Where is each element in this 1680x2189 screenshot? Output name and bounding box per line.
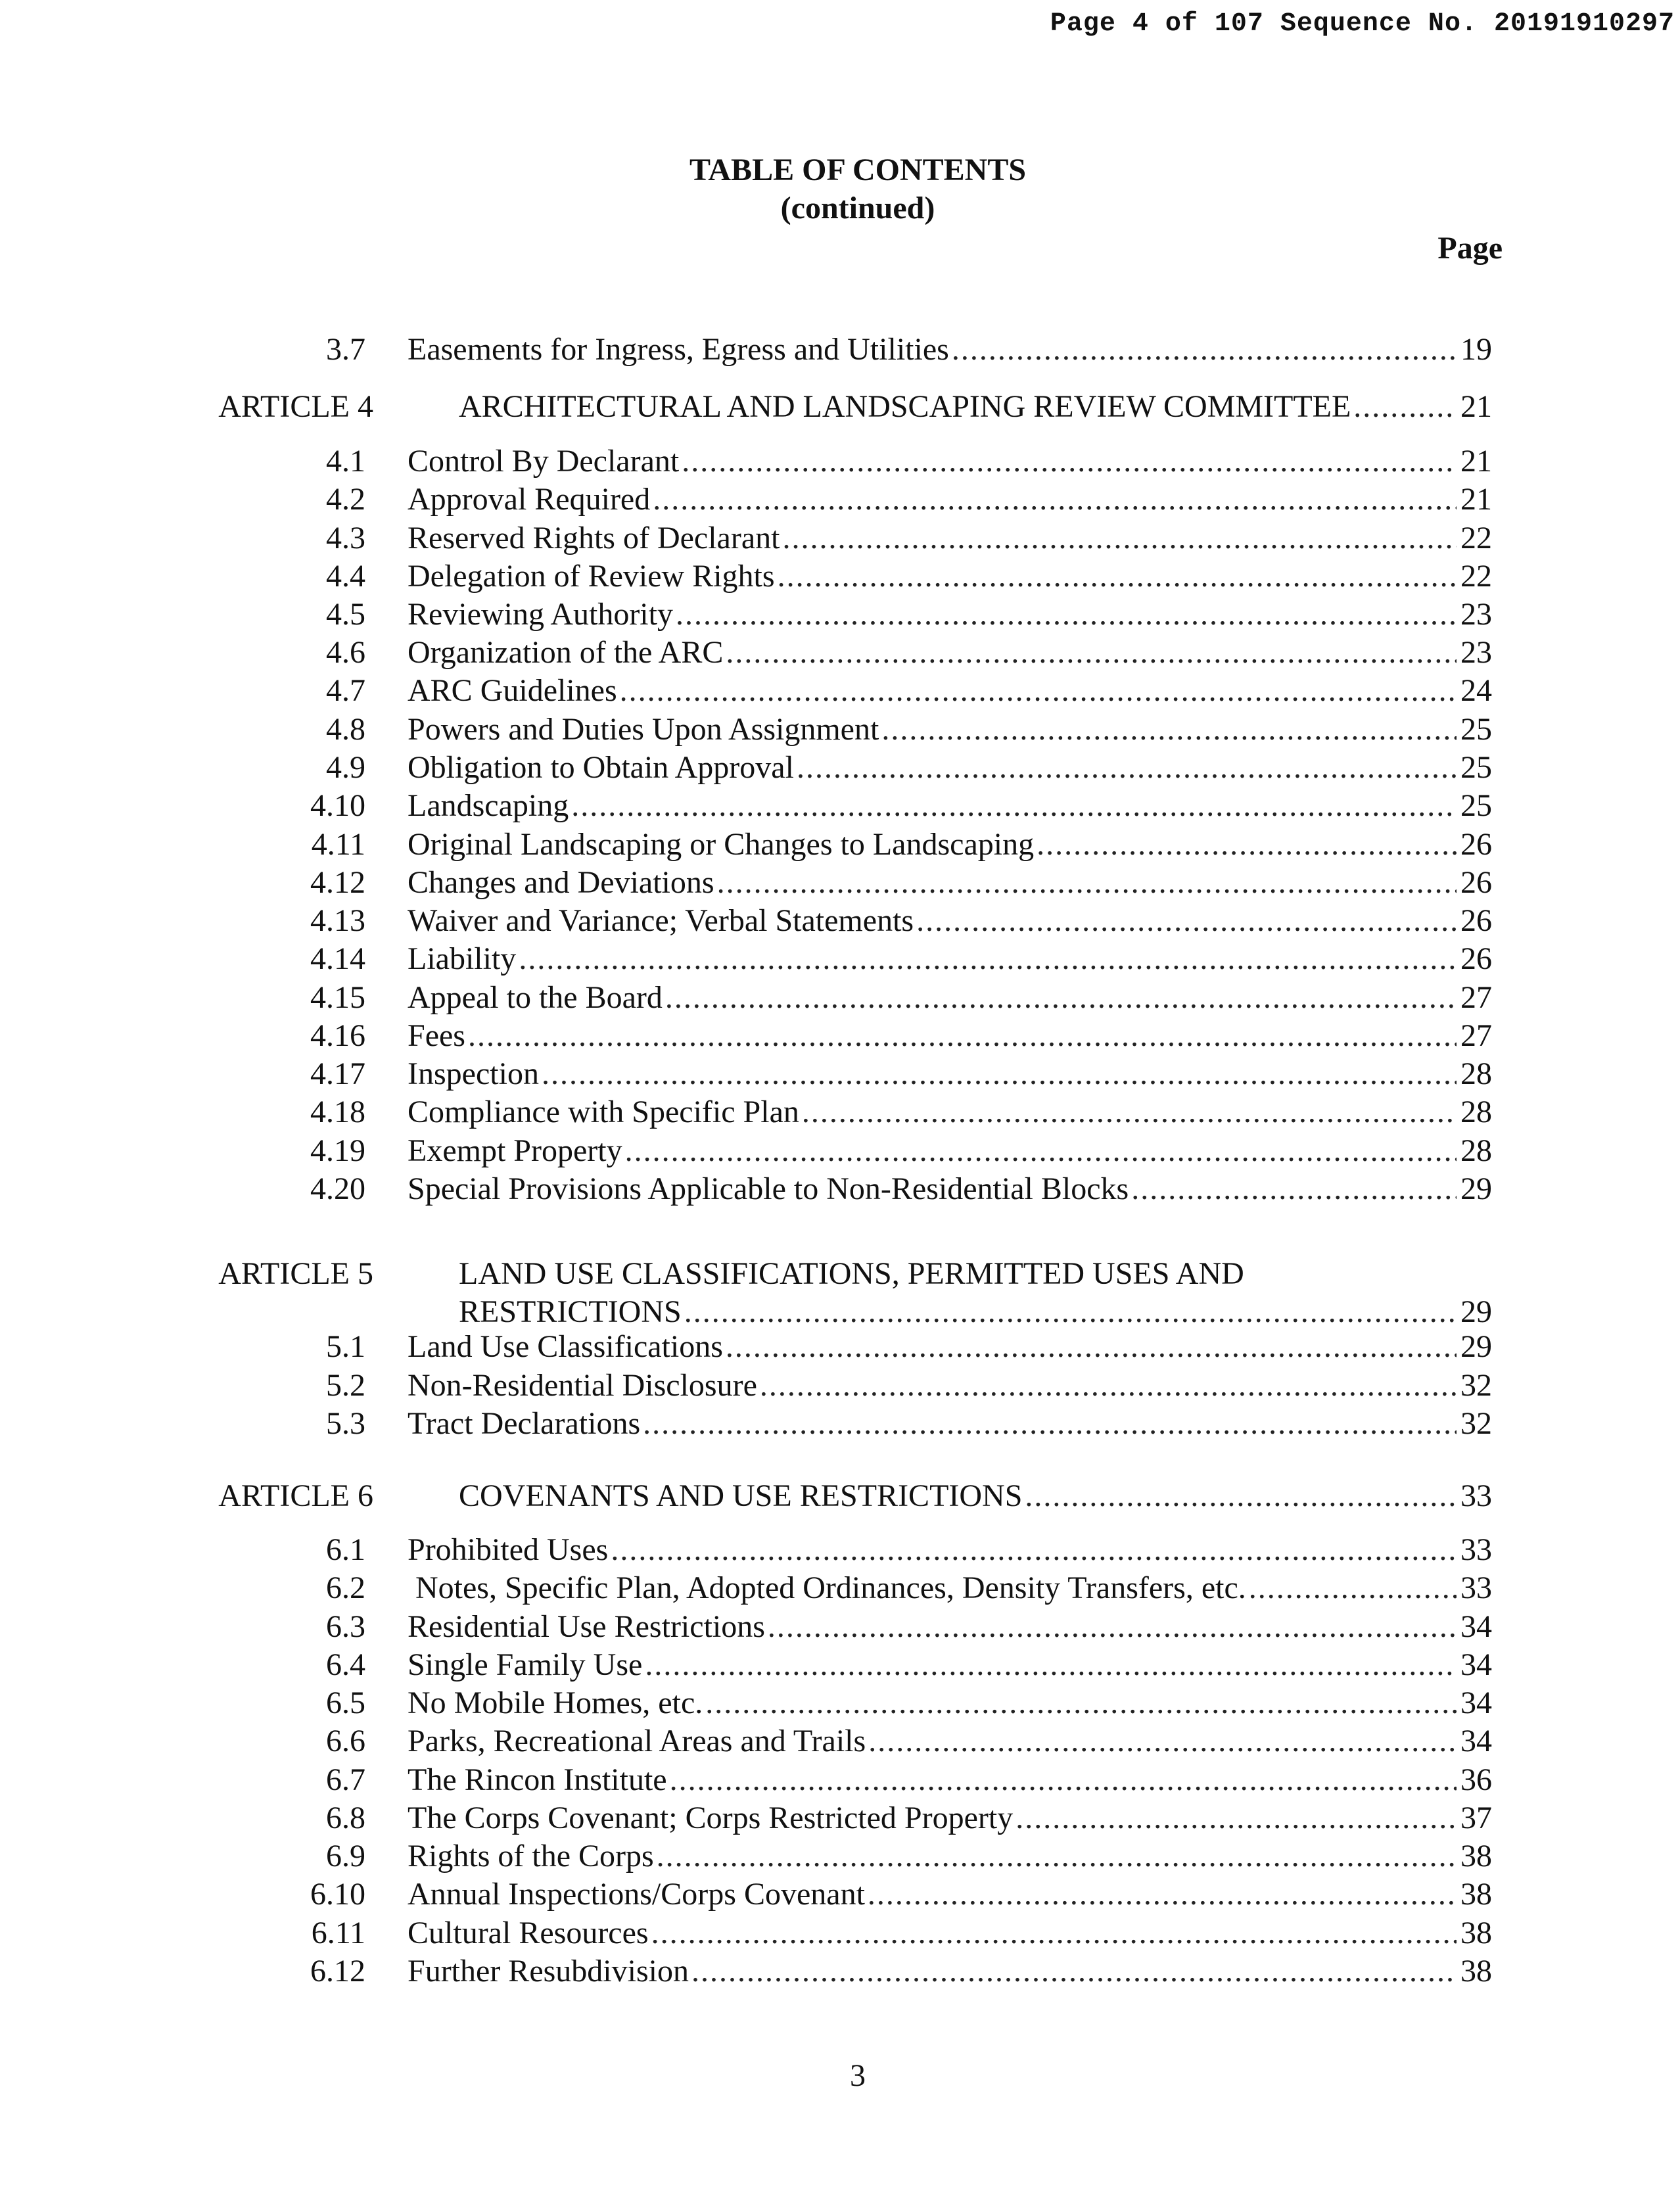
toc-page-number: 26 [1460,941,1492,976]
toc-article-number: ARTICLE 4 [218,389,373,424]
toc-entry [408,1952,1492,1990]
toc-section-row [0,826,1680,864]
toc-page-number: 29 [1460,1171,1492,1206]
toc-section-title: The Corps Covenant; Corps Restricted Property [408,1801,1014,1835]
toc-section-number: 4.20 [310,1171,365,1206]
toc-page-number: 21 [1460,482,1492,517]
toc-section-row [0,1328,1680,1366]
toc-section-title: Prohibited Uses [408,1532,609,1567]
dot-leader [1037,826,1457,864]
toc-section-number: 4.8 [326,712,365,747]
toc-section-title: No Mobile Homes, etc. [408,1685,703,1720]
dot-leader [1025,1477,1457,1515]
toc-page-number: 38 [1460,1954,1492,1989]
toc-section-row [0,1875,1680,1914]
dot-leader [797,749,1457,787]
dot-leader [1131,1170,1457,1208]
toc-section-row [0,979,1680,1017]
toc-section-number: 6.4 [326,1647,365,1682]
toc-section-title: Original Landscaping or Changes to Landscaping [408,827,1035,862]
toc-page-number: 36 [1460,1762,1492,1797]
toc-section-number: 6.12 [310,1954,365,1989]
toc-section-row [0,672,1680,710]
toc-section-row [0,1952,1680,1990]
toc-article-row [0,1477,1680,1515]
toc-page-number: 32 [1460,1406,1492,1441]
toc-entry [408,1608,1492,1646]
toc-section-row [0,1569,1680,1607]
toc-section-row [0,1646,1680,1684]
toc-article-title: COVENANTS AND USE RESTRICTIONS [459,1478,1023,1513]
dot-leader [881,711,1457,749]
toc-section-title: Fees [408,1018,465,1053]
toc-section-number: 5.1 [326,1329,365,1364]
dot-leader [645,1646,1457,1684]
toc-section-number: 5.3 [326,1406,365,1441]
dot-leader [651,1914,1457,1952]
toc-entry [408,749,1492,787]
toc-entry [408,634,1492,672]
dot-leader [611,1531,1457,1569]
toc-page-number: 29 [1460,1329,1492,1364]
toc-section-row [0,1367,1680,1405]
toc-section-number: 4.9 [326,750,365,785]
toc-section-row [0,1093,1680,1131]
toc-section-row [0,711,1680,749]
dot-leader [468,1017,1457,1055]
toc-section-number: 4.19 [310,1133,365,1168]
toc-section-title: Annual Inspections/Corps Covenant [408,1877,865,1912]
dot-leader [726,1328,1457,1366]
toc-page-number: 21 [1460,444,1492,479]
toc-entry [408,864,1492,902]
toc-section-number: 6.3 [326,1609,365,1644]
toc-entry [408,557,1492,596]
toc-page-number: 33 [1460,1532,1492,1567]
toc-section-number: 4.13 [310,903,365,938]
dot-leader [778,557,1457,596]
toc-section-title: Non-Residential Disclosure [408,1368,757,1403]
toc-section-row [0,749,1680,787]
toc-page-number: 32 [1460,1368,1492,1403]
toc-page-number: 34 [1460,1609,1492,1644]
toc-entry [408,1684,1492,1722]
dot-leader [682,442,1457,481]
toc-section-title: Single Family Use [408,1647,643,1682]
toc-page-number: 19 [1460,332,1492,367]
toc-section-title: Land Use Classifications [408,1329,723,1364]
toc-page-number: 34 [1460,1685,1492,1720]
toc-entry [408,787,1492,825]
toc-entry [408,481,1492,519]
toc-page-number: 22 [1460,521,1492,555]
toc-section-number: 4.4 [326,559,365,594]
toc-section-title: Inspection [408,1056,539,1091]
toc-page-number: 27 [1460,1018,1492,1053]
toc-entry [408,1531,1492,1569]
toc-page-number: 23 [1460,635,1492,670]
toc-section-number: 4.1 [326,444,365,479]
toc-page-number: 25 [1460,788,1492,823]
dot-leader [768,1608,1457,1646]
toc-page-number: 27 [1460,980,1492,1015]
toc-entry [408,672,1492,710]
dot-leader [542,1055,1457,1093]
toc-page-number: 34 [1460,1724,1492,1758]
toc-section-row [0,596,1680,634]
dot-leader [625,1132,1457,1170]
toc-entry [408,596,1492,634]
toc-page-number: 38 [1460,1839,1492,1873]
toc-section-title: Residential Use Restrictions [408,1609,765,1644]
toc-entry [408,331,1492,369]
toc-article-row [0,1256,1680,1331]
toc-section-number: 4.18 [310,1094,365,1129]
toc-section-title: Liability [408,941,517,976]
toc-page-number: 34 [1460,1647,1492,1682]
toc-section-row [0,1761,1680,1799]
toc-section-title: Control By Declarant [408,444,680,479]
dot-leader [653,481,1457,519]
toc-entry [408,1170,1492,1208]
toc-page-number: 22 [1460,559,1492,594]
toc-entry [408,1569,1492,1607]
toc-page-number: 28 [1460,1056,1492,1091]
dot-leader [916,902,1457,940]
toc-page-number: 25 [1460,750,1492,785]
dot-leader [620,672,1457,710]
toc-section-row [0,331,1680,369]
dot-leader [1249,1569,1457,1607]
toc-section-row [0,787,1680,825]
toc-section-title: Powers and Duties Upon Assignment [408,712,879,747]
toc-section-title: Reviewing Authority [408,597,673,632]
toc-page-number: 26 [1460,903,1492,938]
dot-leader [676,596,1457,634]
toc-section-number: 6.2 [326,1570,365,1605]
dot-leader [1015,1799,1457,1837]
toc-entry [408,826,1492,864]
dot-leader [1353,388,1457,426]
toc-section-row [0,634,1680,672]
toc-section-row [0,864,1680,902]
toc-section-title: Obligation to Obtain Approval [408,750,794,785]
toc-section-number: 4.14 [310,941,365,976]
toc-entry [408,1405,1492,1443]
toc-entry [408,1328,1492,1366]
toc-section-title: Parks, Recreational Areas and Trails [408,1724,866,1758]
toc-section-title: Waiver and Variance; Verbal Statements [408,903,914,938]
dot-leader [760,1367,1457,1405]
toc-entry [408,442,1492,481]
toc-article-row [0,388,1680,426]
toc-entry [408,902,1492,940]
toc-section-number: 5.2 [326,1368,365,1403]
toc-entry [459,388,1492,426]
toc-page-number: 24 [1460,673,1492,708]
toc-section-number: 6.7 [326,1762,365,1797]
toc-article-number: ARTICLE 6 [218,1478,373,1513]
toc-page-number: 23 [1460,597,1492,632]
toc-section-number: 4.5 [326,597,365,632]
toc-page-number: 33 [1460,1478,1492,1513]
toc-section-title: The Rincon Institute [408,1762,667,1797]
toc-section-row [0,940,1680,978]
toc-entry [408,1646,1492,1684]
toc-article-number: ARTICLE 5 [218,1256,373,1291]
dot-leader [868,1722,1457,1760]
toc-page-number: 29 [1460,1294,1492,1329]
dot-leader [519,940,1457,978]
dot-leader [691,1952,1457,1990]
toc-section-number: 3.7 [326,332,365,367]
toc-section-number: 6.10 [310,1877,365,1912]
toc-section-number: 4.16 [310,1018,365,1053]
toc-section-row [0,1837,1680,1875]
dot-leader [802,1093,1457,1131]
toc-page-number: 38 [1460,1877,1492,1912]
toc-section-row [0,1722,1680,1760]
toc-section-number: 6.5 [326,1685,365,1720]
toc-section-row [0,902,1680,940]
toc-section-row [0,1799,1680,1837]
toc-article-title-line1: LAND USE CLASSIFICATIONS, PERMITTED USES AND [459,1256,1244,1291]
toc-page-number: 26 [1460,865,1492,900]
toc-section-row [0,442,1680,481]
toc-section-title: Compliance with Specific Plan [408,1094,799,1129]
toc-section-row [0,1608,1680,1646]
footer-page-number: 3 [850,2058,866,2093]
toc-section-row [0,1914,1680,1952]
dot-leader [684,1293,1457,1331]
toc-entry [408,1367,1492,1405]
toc-section-number: 4.6 [326,635,365,670]
toc-section-number: 4.15 [310,980,365,1015]
dot-leader [782,519,1457,557]
toc-section-row [0,557,1680,596]
page-column-label: Page [1437,231,1503,266]
toc-section-title: Further Resubdivision [408,1954,689,1989]
toc-entry [408,1722,1492,1760]
toc-page-number: 28 [1460,1133,1492,1168]
toc-entry [408,1093,1492,1131]
toc-entry [408,940,1492,978]
toc-section-title: ARC Guidelines [408,673,617,708]
toc-section-row [0,1017,1680,1055]
toc-section-number: 6.1 [326,1532,365,1567]
toc-section-row [0,481,1680,519]
dot-leader [868,1875,1457,1914]
toc-section-number: 6.9 [326,1839,365,1873]
toc-section-row [0,1055,1680,1093]
dot-leader [717,864,1457,902]
toc-section-row [0,1405,1680,1443]
toc-entry [459,1293,1492,1331]
toc-page-number: 21 [1460,389,1492,424]
toc-section-number: 4.10 [310,788,365,823]
dot-leader [726,634,1457,672]
toc-title-line2: (continued) [780,191,935,225]
page-sequence-stamp: Page 4 of 107 Sequence No. 20191910297 [1050,9,1675,39]
toc-section-number: 4.17 [310,1056,365,1091]
dot-leader [670,1761,1457,1799]
toc-section-number: 4.2 [326,482,365,517]
toc-section-title: Approval Required [408,482,651,517]
toc-article-title: ARCHITECTURAL AND LANDSCAPING REVIEW COMMITTEE [459,389,1351,424]
toc-section-title: Landscaping [408,788,569,823]
toc-section-number: 6.6 [326,1724,365,1758]
toc-section-title: Reserved Rights of Declarant [408,521,780,555]
dot-leader [657,1837,1457,1875]
toc-entry [408,979,1492,1017]
toc-section-title: Rights of the Corps [408,1839,654,1873]
toc-page-number: 38 [1460,1916,1492,1950]
toc-section-title: Exempt Property [408,1133,622,1168]
toc-entry [408,1875,1492,1914]
toc-section-row [0,1170,1680,1208]
toc-entry [408,519,1492,557]
toc-entry [408,1017,1492,1055]
toc-section-number: 4.12 [310,865,365,900]
dot-leader [952,331,1457,369]
toc-article-title: RESTRICTIONS [459,1294,682,1329]
toc-section-number: 4.7 [326,673,365,708]
toc-entry [408,1799,1492,1837]
toc-page-number: 37 [1460,1801,1492,1835]
toc-entry [408,1914,1492,1952]
dot-leader [643,1405,1457,1443]
dot-leader [571,787,1457,825]
toc-section-title: Notes, Specific Plan, Adopted Ordinances, Density Transfers, etc. [408,1570,1246,1605]
toc-page-number: 26 [1460,827,1492,862]
toc-section-title: Changes and Deviations [408,865,714,900]
toc-section-row [0,1684,1680,1722]
toc-title-line1: TABLE OF CONTENTS [689,153,1027,187]
toc-section-number: 4.3 [326,521,365,555]
toc-entry [408,1837,1492,1875]
toc-entry [408,711,1492,749]
dot-leader [705,1684,1457,1722]
toc-entry [408,1132,1492,1170]
toc-section-row [0,1531,1680,1569]
toc-section-title: Tract Declarations [408,1406,641,1441]
toc-entry [408,1761,1492,1799]
toc-section-title: Easements for Ingress, Egress and Utilities [408,332,949,367]
toc-section-title: Special Provisions Applicable to Non-Residential Blocks [408,1171,1129,1206]
toc-entry [408,1055,1492,1093]
toc-section-title: Organization of the ARC [408,635,724,670]
toc-section-number: 4.11 [311,827,365,862]
toc-section-title: Cultural Resources [408,1916,649,1950]
toc-section-number: 6.11 [311,1916,365,1950]
toc-section-row [0,519,1680,557]
toc-section-number: 6.8 [326,1801,365,1835]
toc-entry [459,1477,1492,1515]
toc-title [0,151,1680,227]
toc-page-number: 25 [1460,712,1492,747]
toc-section-row [0,1132,1680,1170]
toc-section-title: Delegation of Review Rights [408,559,775,594]
toc-page-number: 28 [1460,1094,1492,1129]
toc-page-number: 33 [1460,1570,1492,1605]
dot-leader [665,979,1457,1017]
toc-section-title: Appeal to the Board [408,980,663,1015]
